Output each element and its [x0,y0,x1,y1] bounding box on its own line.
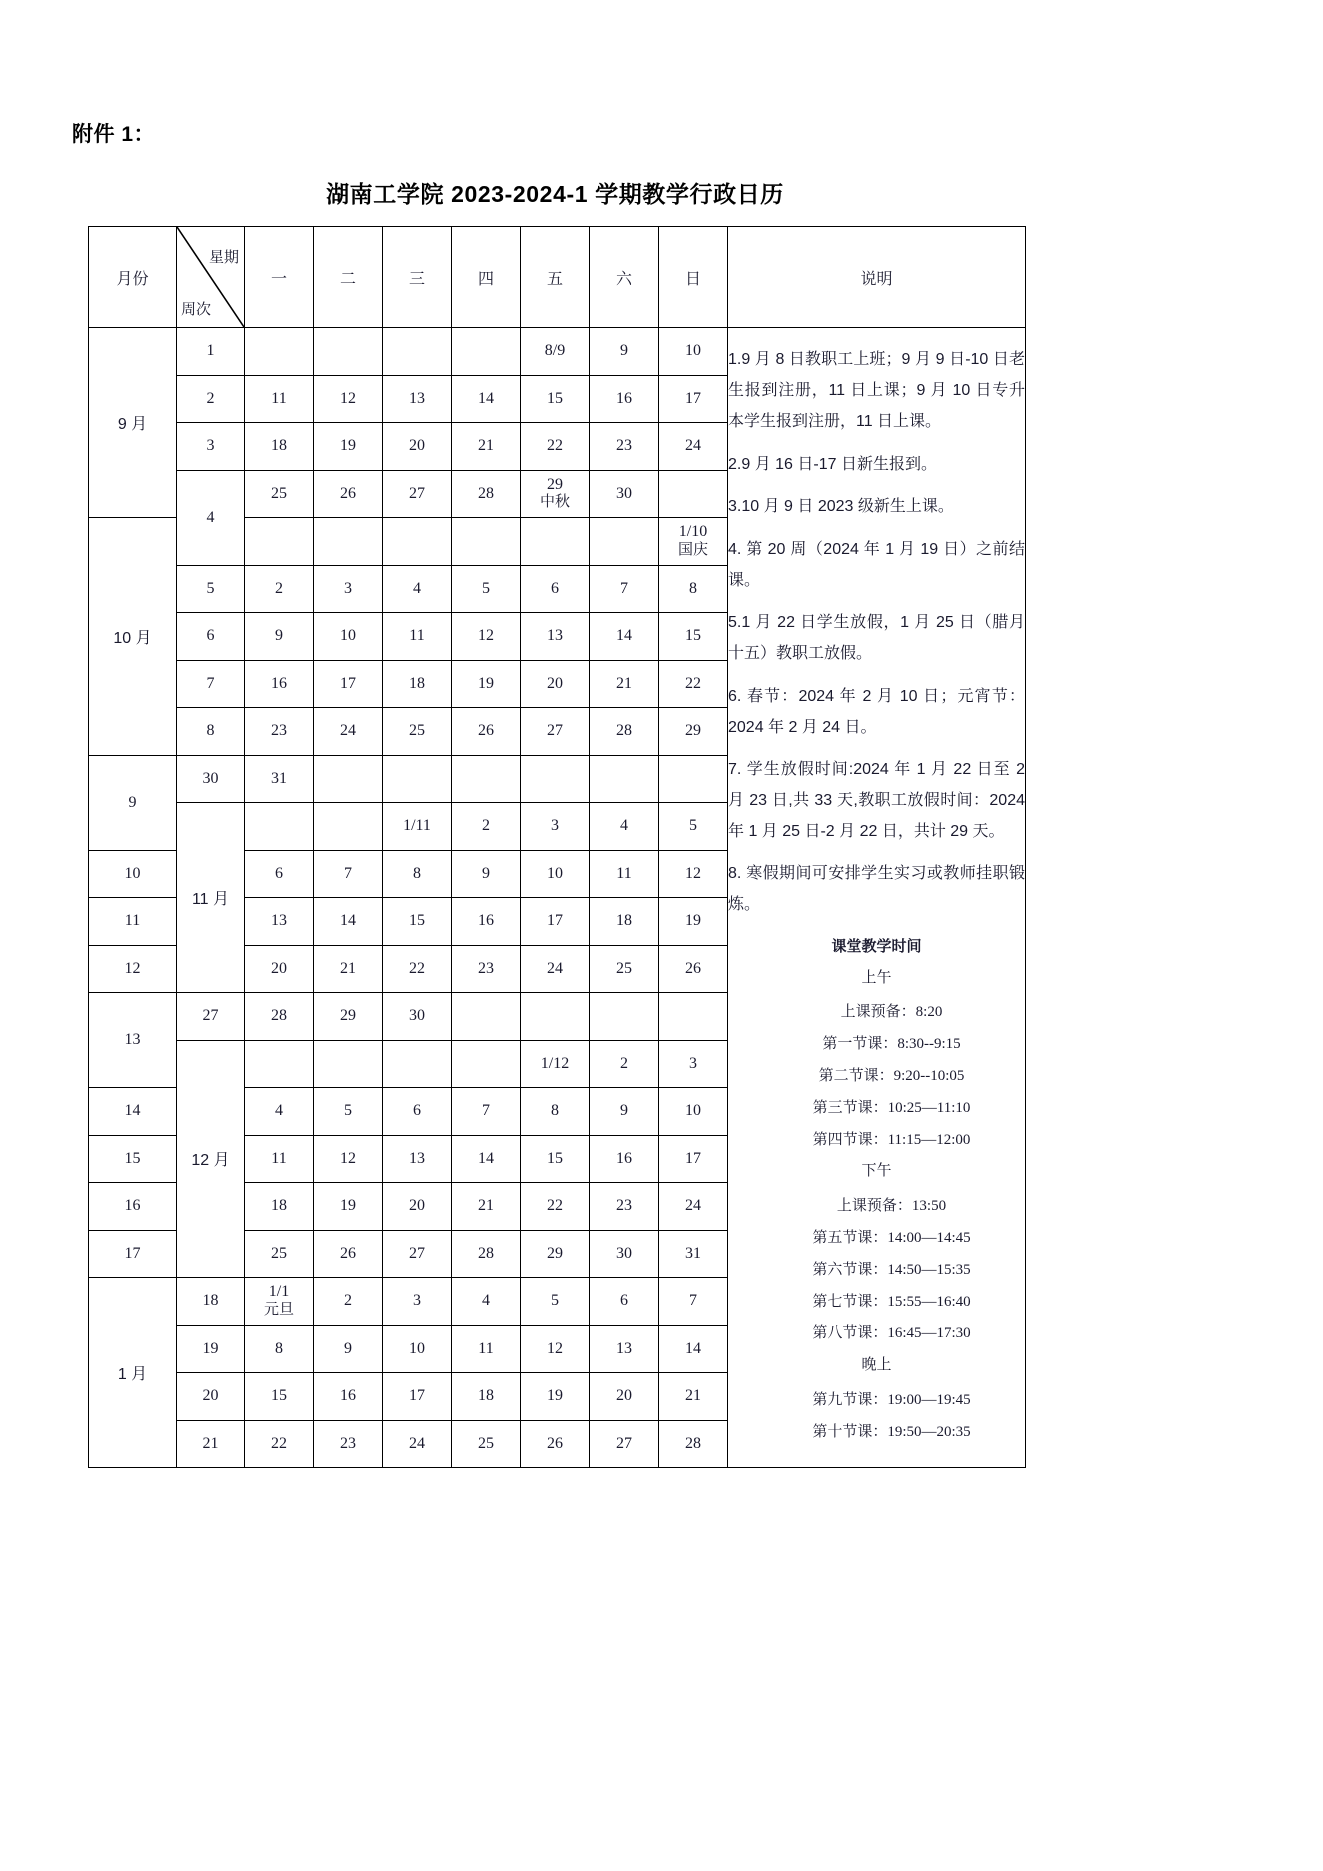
day-cell-empty [314,755,383,803]
week-number-cell: 8 [177,708,245,756]
day-cell: 22 [521,1183,590,1231]
day-cell: 10 [314,613,383,661]
table-header [89,227,1026,328]
week-number-cell: 19 [177,1325,245,1373]
note-item: 3.10 月 9 日 2023 级新生上课。 [728,498,954,516]
day-cell: 20 [521,660,590,708]
day-cell: 30 [177,755,245,803]
header-day-sat: 六 [590,227,659,328]
day-cell: 22 [245,1420,314,1468]
day-cell: 8 [383,850,452,898]
day-cell-empty [452,993,521,1041]
class-schedule-section-label: 下午 [861,1162,892,1180]
day-cell: 25 [383,708,452,756]
class-period-time: 第十节课：19:50—20:35 [812,1423,971,1440]
day-cell: 25 [245,1230,314,1278]
day-cell: 26 [659,945,728,993]
note-item: 7. 学生放假时间:2024 年 1 月 22 日至 2 月 23 日,共 33 天,教职工放假时间：2024 年 1 月 25 日-2 月 22 日，共计 29 天。 [728,761,1025,840]
day-cell: 4 [245,1088,314,1136]
day-cell: 2 [452,803,521,851]
day-cell: 21 [314,945,383,993]
day-cell: 29 [659,708,728,756]
day-cell: 11 [590,850,659,898]
day-cell: 11 [452,1325,521,1373]
table-body [89,328,1026,1468]
day-cell: 25 [245,470,314,518]
month-label-cell: 1 月 [89,1278,177,1468]
day-cell: 12 [659,850,728,898]
day-cell: 9 [590,1088,659,1136]
note-item: 4. 第 20 周（2024 年 1 月 19 日）之前结课。 [728,540,1025,589]
day-cell: 25 [452,1420,521,1468]
day-cell: 2 [245,565,314,613]
month-label-cell: 11 月 [177,803,245,993]
day-cell: 6 [521,565,590,613]
class-period-time: 第六节课：14:50—15:35 [812,1261,971,1278]
day-cell: 24 [314,708,383,756]
header-day-fri: 五 [521,227,590,328]
week-number-cell: 17 [89,1230,177,1278]
class-schedule-section-label: 上午 [861,968,892,986]
week-number-cell: 3 [177,423,245,471]
day-cell: 19 [521,1373,590,1421]
header-day-mon: 一 [245,227,314,328]
academic-calendar-table [88,226,1026,1468]
day-cell-empty [314,518,383,566]
class-period-time: 第四节课：11:15—12:00 [812,1131,971,1148]
day-cell: 29 [314,993,383,1041]
week-number-cell: 18 [177,1278,245,1326]
class-period-time: 第五节课：14:00—14:45 [812,1230,971,1247]
day-cell-empty [245,328,314,376]
day-cell: 17 [521,898,590,946]
day-cell: 2 [590,1040,659,1088]
day-cell: 20 [590,1373,659,1421]
day-cell: 31 [659,1230,728,1278]
day-cell: 5 [314,1088,383,1136]
day-cell-empty [590,518,659,566]
day-cell: 19 [659,898,728,946]
day-cell: 10 [521,850,590,898]
day-cell: 9 [590,328,659,376]
day-cell: 3 [314,565,383,613]
day-cell: 28 [590,708,659,756]
day-cell: 17 [659,1135,728,1183]
class-period-time: 第七节课：15:55—16:40 [812,1293,971,1310]
week-number-cell: 12 [89,945,177,993]
day-cell: 23 [245,708,314,756]
day-cell-empty [452,328,521,376]
day-cell: 24 [521,945,590,993]
header-weekday-label: 星期 [208,249,239,266]
holiday-name: 元旦 [263,1301,294,1318]
day-cell: 30 [590,470,659,518]
day-cell: 5 [452,565,521,613]
day-cell: 5 [521,1278,590,1326]
day-cell: 11 [245,1135,314,1183]
week-number-cell: 13 [89,993,177,1088]
header-weekno-label: 周次 [181,301,212,318]
day-cell: 21 [452,423,521,471]
day-cell: 13 [245,898,314,946]
day-cell: 12 [521,1325,590,1373]
day-cell-empty [452,518,521,566]
header-day-sun: 日 [659,227,728,328]
day-cell: 19 [452,660,521,708]
header-corner-split [177,227,245,328]
day-cell: 13 [521,613,590,661]
day-cell: 10 [383,1325,452,1373]
month-label-cell: 12 月 [177,1040,245,1278]
day-cell: 17 [314,660,383,708]
day-cell: 30 [590,1230,659,1278]
day-cell: 22 [383,945,452,993]
day-cell: 11 [245,375,314,423]
day-cell: 16 [314,1373,383,1421]
day-cell: 10 [659,328,728,376]
week-number-cell: 10 [89,850,177,898]
day-cell: 27 [383,470,452,518]
class-period-time: 上课预备：13:50 [836,1198,947,1215]
holiday-day-cell [521,470,590,518]
day-cell: 24 [659,1183,728,1231]
day-cell: 9 [314,1325,383,1373]
day-cell: 12 [452,613,521,661]
day-cell: 18 [245,1183,314,1231]
class-period-time: 第二节课：9:20--10:05 [818,1068,965,1085]
day-cell: 14 [452,375,521,423]
day-cell: 27 [590,1420,659,1468]
week-number-cell: 5 [177,565,245,613]
day-cell: 18 [452,1373,521,1421]
day-cell: 26 [314,470,383,518]
day-cell: 4 [452,1278,521,1326]
day-cell-empty [245,1040,314,1088]
week-number-cell: 21 [177,1420,245,1468]
header-month: 月份 [89,227,177,328]
week-number-cell: 16 [89,1183,177,1231]
day-cell: 15 [659,613,728,661]
note-item: 1.9 月 8 日教职工上班；9 月 9 日-10 日老生报到注册，11 日上课；9 月 10 日专升本学生报到注册，11 日上课。 [728,351,1025,430]
class-period-time: 第九节课：19:00—19:45 [812,1392,971,1409]
day-cell-empty [590,993,659,1041]
day-cell: 3 [659,1040,728,1088]
class-period-time: 第一节课：8:30--9:15 [822,1036,961,1053]
note-item: 5.1 月 22 日学生放假，1 月 25 日（腊月十五）教职工放假。 [728,614,1025,663]
day-cell: 16 [590,375,659,423]
class-schedule-section-label: 晚上 [861,1356,892,1374]
day-cell: 31 [245,755,314,803]
day-cell: 15 [521,1135,590,1183]
class-period-time: 上课预备：8:20 [840,1004,943,1021]
day-cell: 26 [521,1420,590,1468]
day-cell: 1/12 [521,1040,590,1088]
day-cell: 28 [452,470,521,518]
day-cell: 5 [659,803,728,851]
day-cell: 17 [383,1373,452,1421]
holiday-date: 1/10 [678,523,708,541]
day-cell-empty [590,755,659,803]
day-cell: 8 [659,565,728,613]
class-period-time: 第三节课：10:25—11:10 [812,1099,971,1116]
day-cell-empty [245,803,314,851]
day-cell: 6 [245,850,314,898]
day-cell: 13 [383,1135,452,1183]
day-cell: 26 [314,1230,383,1278]
note-item: 8. 寒假期间可安排学生实习或教师挂职锻炼。 [728,865,1025,914]
note-item: 2.9 月 16 日-17 日新生报到。 [728,455,937,473]
month-label-cell: 10 月 [89,518,177,756]
notes-list [728,345,1025,1446]
day-cell: 4 [383,565,452,613]
day-cell: 6 [383,1088,452,1136]
week-number-cell: 9 [89,755,177,850]
day-cell: 20 [383,1183,452,1231]
holiday-name: 中秋 [539,494,570,511]
day-cell-empty [383,328,452,376]
week-number-cell: 15 [89,1135,177,1183]
day-cell: 13 [383,375,452,423]
day-cell: 14 [659,1325,728,1373]
day-cell-empty [383,1040,452,1088]
holiday-date: 1/1 [268,1283,290,1301]
day-cell: 24 [383,1420,452,1468]
notes-cell [728,328,1026,1468]
day-cell: 8 [245,1325,314,1373]
day-cell-empty [521,518,590,566]
week-number-cell: 2 [177,375,245,423]
day-cell: 27 [177,993,245,1041]
day-cell: 16 [245,660,314,708]
header-day-thu: 四 [452,227,521,328]
day-cell: 23 [590,1183,659,1231]
day-cell-empty [245,518,314,566]
week-number-cell: 14 [89,1088,177,1136]
day-cell: 30 [383,993,452,1041]
week-number-cell: 4 [177,470,245,565]
header-row [89,227,1026,328]
day-cell: 27 [521,708,590,756]
day-cell: 21 [452,1183,521,1231]
day-cell: 10 [659,1088,728,1136]
day-cell-empty [452,755,521,803]
week-number-cell: 1 [177,328,245,376]
day-cell: 4 [590,803,659,851]
day-cell: 3 [521,803,590,851]
attachment-label: 附件 1： [72,123,156,146]
class-period-time: 第八节课：16:45—17:30 [812,1325,971,1342]
day-cell-empty [383,755,452,803]
day-cell-empty [314,1040,383,1088]
day-cell: 22 [659,660,728,708]
month-label-cell: 9 月 [89,328,177,518]
day-cell: 12 [314,375,383,423]
day-cell-empty [314,328,383,376]
day-cell: 7 [452,1088,521,1136]
day-cell-empty [383,518,452,566]
day-cell: 19 [314,423,383,471]
day-cell: 25 [590,945,659,993]
day-cell: 23 [314,1420,383,1468]
table-row [89,328,1026,376]
day-cell: 23 [590,423,659,471]
day-cell: 8/9 [521,328,590,376]
day-cell: 12 [314,1135,383,1183]
day-cell: 20 [383,423,452,471]
day-cell: 21 [590,660,659,708]
day-cell: 15 [245,1373,314,1421]
day-cell: 18 [383,660,452,708]
day-cell: 16 [452,898,521,946]
class-schedule-title: 课堂教学时间 [831,937,922,955]
holiday-date: 29 [547,475,563,493]
day-cell: 8 [521,1088,590,1136]
week-number-cell: 7 [177,660,245,708]
day-cell: 22 [521,423,590,471]
day-cell: 2 [314,1278,383,1326]
week-number-cell: 6 [177,613,245,661]
day-cell: 13 [590,1325,659,1373]
day-cell-empty [452,1040,521,1088]
day-cell: 7 [590,565,659,613]
page-title: 湖南工学院 2023-2024-1 学期教学行政日历 [326,181,784,207]
day-cell: 7 [659,1278,728,1326]
day-cell: 21 [659,1373,728,1421]
day-cell-empty [659,470,728,518]
day-cell: 28 [659,1420,728,1468]
day-cell: 14 [452,1135,521,1183]
day-cell: 28 [452,1230,521,1278]
day-cell: 9 [245,613,314,661]
day-cell: 26 [452,708,521,756]
day-cell: 1/11 [383,803,452,851]
day-cell: 20 [245,945,314,993]
day-cell: 18 [590,898,659,946]
day-cell: 27 [383,1230,452,1278]
day-cell-empty [521,755,590,803]
day-cell: 29 [521,1230,590,1278]
day-cell: 24 [659,423,728,471]
header-day-wed: 三 [383,227,452,328]
day-cell: 16 [590,1135,659,1183]
header-day-tue: 二 [314,227,383,328]
holiday-day-cell [659,518,728,566]
day-cell: 7 [314,850,383,898]
day-cell: 3 [383,1278,452,1326]
holiday-day-cell [245,1278,314,1326]
header-notes: 说明 [728,227,1026,328]
day-cell-empty [521,993,590,1041]
day-cell: 17 [659,375,728,423]
day-cell: 15 [383,898,452,946]
note-item: 6. 春节：2024 年 2 月 10 日；元宵节：2024 年 2 月 24 日。 [728,687,1025,736]
day-cell: 14 [590,613,659,661]
day-cell: 23 [452,945,521,993]
day-cell: 14 [314,898,383,946]
day-cell-empty [314,803,383,851]
day-cell: 19 [314,1183,383,1231]
day-cell: 15 [521,375,590,423]
holiday-name: 国庆 [677,541,708,558]
day-cell: 6 [590,1278,659,1326]
week-number-cell: 11 [89,898,177,946]
day-cell: 9 [452,850,521,898]
day-cell: 18 [245,423,314,471]
week-number-cell: 20 [177,1373,245,1421]
day-cell: 28 [245,993,314,1041]
day-cell: 11 [383,613,452,661]
